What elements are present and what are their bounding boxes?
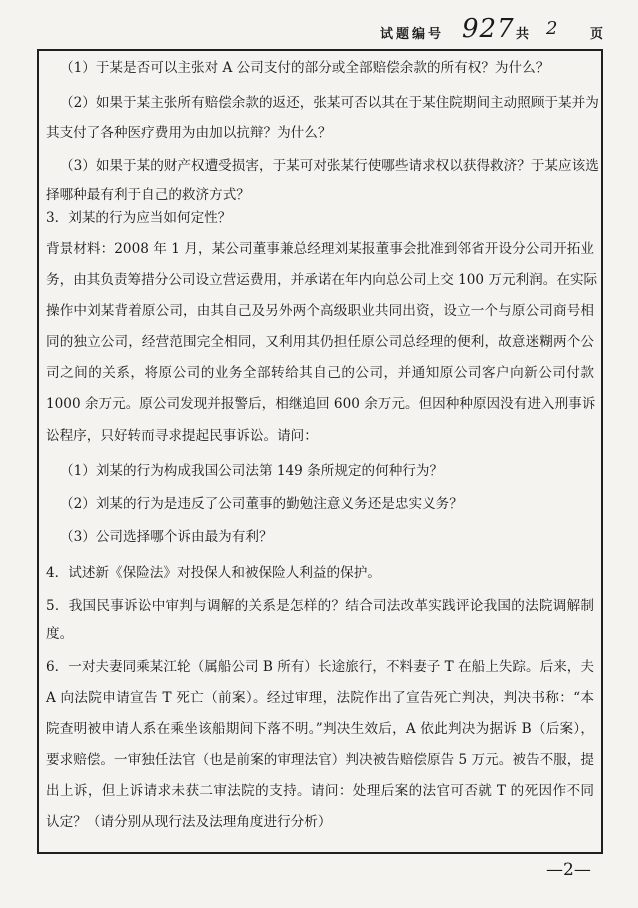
question-line: （1）于某是否可以主张对 A 公司支付的部分或全部赔偿余款的所有权？为什么？ (60, 60, 550, 76)
question-line: 度。 (46, 626, 74, 642)
total-pages-prefix: 共 (516, 27, 530, 42)
question-line: （1）刘某的行为构成我国公司法第 149 条所规定的何种行为？ (60, 463, 444, 479)
question-line: 讼程序，只好转而寻求提起民事诉讼。请问： (46, 428, 318, 444)
question-line: 背景材料：2008 年 1 月，某公司董事兼总经理刘某报董事会批准到邻省开设分公司开拓业 (46, 241, 594, 257)
question-line: 3．刘某的行为应当如何定性？ (46, 210, 232, 226)
question-line: （2）如果于某主张所有赔偿余款的返还，张某可否以其在于某住院期间主动照顾于某并为 (60, 95, 599, 111)
question-line: 司之间的关系，将原公司的业务全部转给其自己的公司，并通知原公司客户向新公司付款 (46, 365, 594, 381)
total-pages-number: 2 (546, 18, 558, 39)
question-line: A 向法院申请宣告 T 死亡（前案）。经过审理，法院作出了宣告死亡判决，判决书称：“本 (46, 690, 594, 706)
question-line: 同的独立公司，经营范围完全相同，又利用其仍担任原公司总经理的便利，故意迷糊两个公 (46, 334, 594, 350)
question-line: 认定？（请分别从现行法及法理角度进行分析） (46, 814, 332, 830)
question-line: 操作中刘某背着原公司，由其自己及另外两个高级职业共同出资，设立一个与原公司商号相 (46, 303, 594, 319)
question-line: （3）公司选择哪个诉由最为有利？ (60, 529, 273, 545)
question-line: （3）如果于某的财产权遭受损害，于某可对张某行使哪些请求权以获得救济？于某应该选 (60, 158, 599, 174)
question-line: （2）刘某的行为是违反了公司董事的勤勉注意义务还是忠实义务？ (60, 496, 463, 512)
total-pages-suffix: 页 (590, 27, 604, 42)
page-number: —2— (546, 860, 591, 880)
question-line: 1000 余万元。原公司发现并报警后，相继追回 600 余万元。但因种种原因没有进入刑事诉 (46, 396, 596, 412)
question-line: 院查明被申请人系在乘坐该船期间下落不明。”判决生效后，A 依此判决为据诉 B（后案）， (46, 721, 594, 737)
exam-code-number: 927 (462, 14, 515, 44)
question-line: 其支付了各种医疗费用为由加以抗辩？为什么？ (46, 125, 332, 141)
question-line: 择哪种最有利于自己的救济方式？ (46, 187, 250, 203)
exam-code-label: 试题编号 (380, 27, 445, 42)
question-line: 要求赔偿。一审独任法官（也是前案的审理法官）判决被告赔偿原告 5 万元。被告不服，提 (46, 752, 594, 768)
question-line: 4．试述新《保险法》对投保人和被保险人利益的保护。 (46, 565, 381, 581)
question-line: 5．我国民事诉讼中审判与调解的关系是怎样的？结合司法改革实践评论我国的法院调解制 (46, 598, 594, 614)
question-line: 务，由其负责筹措分公司设立营运费用，并承诺在年内向总公司上交 100 万元利润。在实际 (46, 272, 598, 288)
question-line: 6．一对夫妻同乘某江轮（属船公司 B 所有）长途旅行，不料妻子 T 在船上失踪。后来，夫 (46, 659, 594, 675)
question-line: 出上诉，但上诉请求未获二审法院的支持。请问：处理后案的法官可否就 T 的死因作不同 (46, 783, 594, 799)
